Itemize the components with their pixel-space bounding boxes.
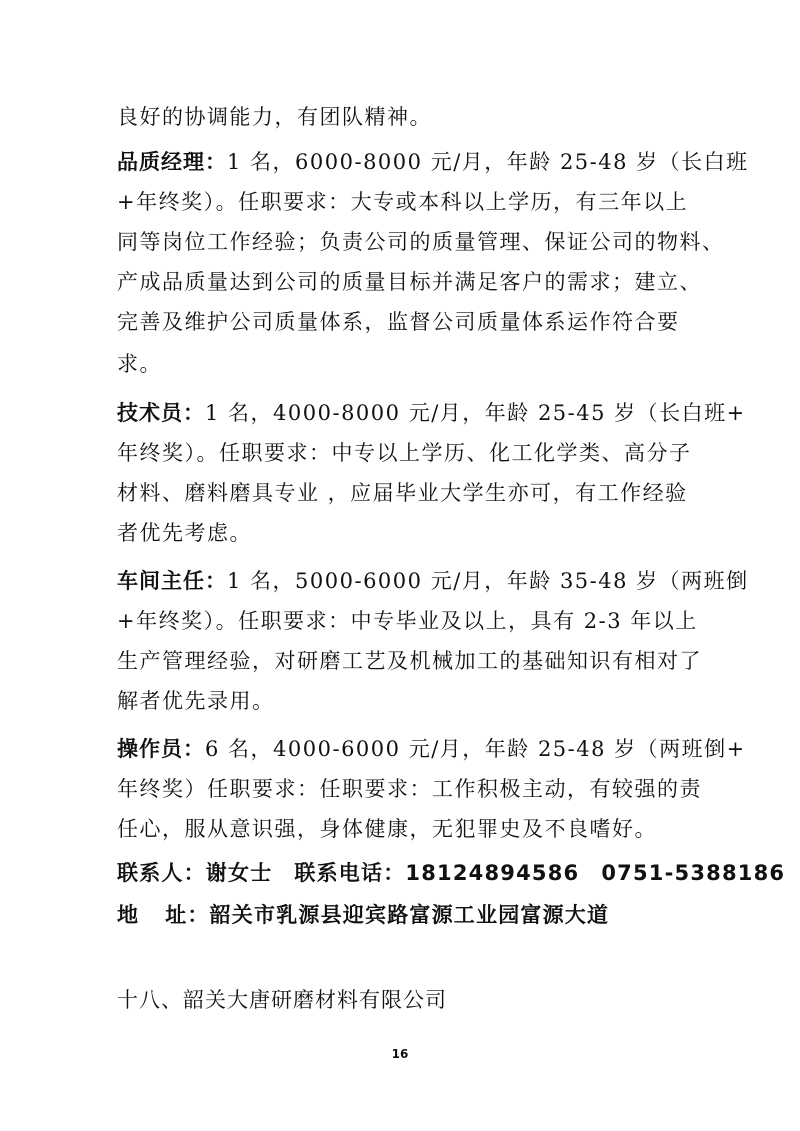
text-span: 6 名，4000-6000 元/月，年龄 25-48 岁（两班倒+ bbox=[205, 737, 746, 761]
job-quality-manager-line bbox=[117, 147, 749, 177]
address-line bbox=[117, 900, 687, 930]
text-line bbox=[117, 349, 687, 379]
address-label-part-1: 地 bbox=[117, 903, 140, 927]
text-line bbox=[117, 814, 687, 844]
page-number: 16 bbox=[391, 1047, 409, 1061]
text-span: 求。 bbox=[117, 352, 162, 376]
contact-phone-2: 0751-5388186 bbox=[601, 861, 786, 885]
text-line bbox=[117, 438, 692, 468]
job-title-workshop-director: 车间主任： bbox=[117, 569, 227, 593]
text-span: 同等岗位工作经验；负责公司的质量管理、保证公司的物料、 bbox=[117, 230, 725, 254]
text-span: 年终奖）任职要求：任职要求：工作积极主动，有较强的责 bbox=[117, 777, 702, 801]
job-title-technician: 技术员： bbox=[117, 401, 205, 425]
contact-phone: 联系电话：18124894586 bbox=[294, 861, 580, 885]
text-span: +年终奖）。任职要求：大专或本科以上学历，有三年以上 bbox=[117, 190, 689, 214]
text-span: 产成品质量达到公司的质量目标并满足客户的需求；建立、 bbox=[117, 270, 702, 294]
section-heading-line bbox=[117, 985, 687, 1015]
address-text: 址：韶关市乳源县迎宾路富源工业园富源大道 bbox=[165, 903, 610, 927]
text-span: 1 名，4000-8000 元/月，年龄 25-45 岁（长白班+ bbox=[205, 401, 746, 425]
contact-person: 联系人：谢女士 bbox=[117, 861, 273, 885]
text-line bbox=[117, 686, 687, 716]
section-heading: 十八、韶关大唐研磨材料有限公司 bbox=[117, 988, 447, 1012]
contact-line bbox=[117, 858, 786, 888]
job-technician-line bbox=[117, 398, 746, 428]
text-span: 生产管理经验，对研磨工艺及机械加工的基础知识有相对了 bbox=[117, 649, 702, 673]
text-line bbox=[117, 102, 687, 132]
text-line bbox=[117, 187, 687, 217]
text-span: 解者优先录用。 bbox=[117, 689, 275, 713]
text-line bbox=[117, 646, 702, 676]
text-span: 完善及维护公司质量体系，监督公司质量体系运作符合要 bbox=[117, 310, 680, 334]
text-span: 材料、磨料磨具专业 ，应届毕业大学生亦可，有工作经验 bbox=[117, 481, 688, 505]
text-line bbox=[117, 227, 725, 257]
text-span: 良好的协调能力，有团队精神。 bbox=[117, 105, 432, 129]
text-line bbox=[117, 478, 687, 508]
job-workshop-director-line bbox=[117, 566, 749, 596]
text-span: 1 名，5000-6000 元/月，年龄 35-48 岁（两班倒 bbox=[227, 569, 749, 593]
text-line bbox=[117, 267, 702, 297]
job-operator-line bbox=[117, 734, 746, 764]
text-line bbox=[117, 774, 702, 804]
job-title-operator: 操作员： bbox=[117, 737, 205, 761]
text-span: 年终奖）。任职要求：中专以上学历、化工化学类、高分子 bbox=[117, 441, 692, 465]
job-title-quality-manager: 品质经理： bbox=[117, 150, 227, 174]
text-line bbox=[117, 518, 687, 548]
text-line bbox=[117, 307, 687, 337]
text-span: +年终奖）。任职要求：中专毕业及以上，具有 2-3 年以上 bbox=[117, 609, 698, 633]
text-span: 1 名，6000-8000 元/月，年龄 25-48 岁（长白班 bbox=[227, 150, 749, 174]
text-span: 者优先考虑。 bbox=[117, 521, 252, 545]
text-span: 任心，服从意识强，身体健康，无犯罪史及不良嗜好。 bbox=[117, 817, 657, 841]
text-line bbox=[117, 606, 698, 636]
